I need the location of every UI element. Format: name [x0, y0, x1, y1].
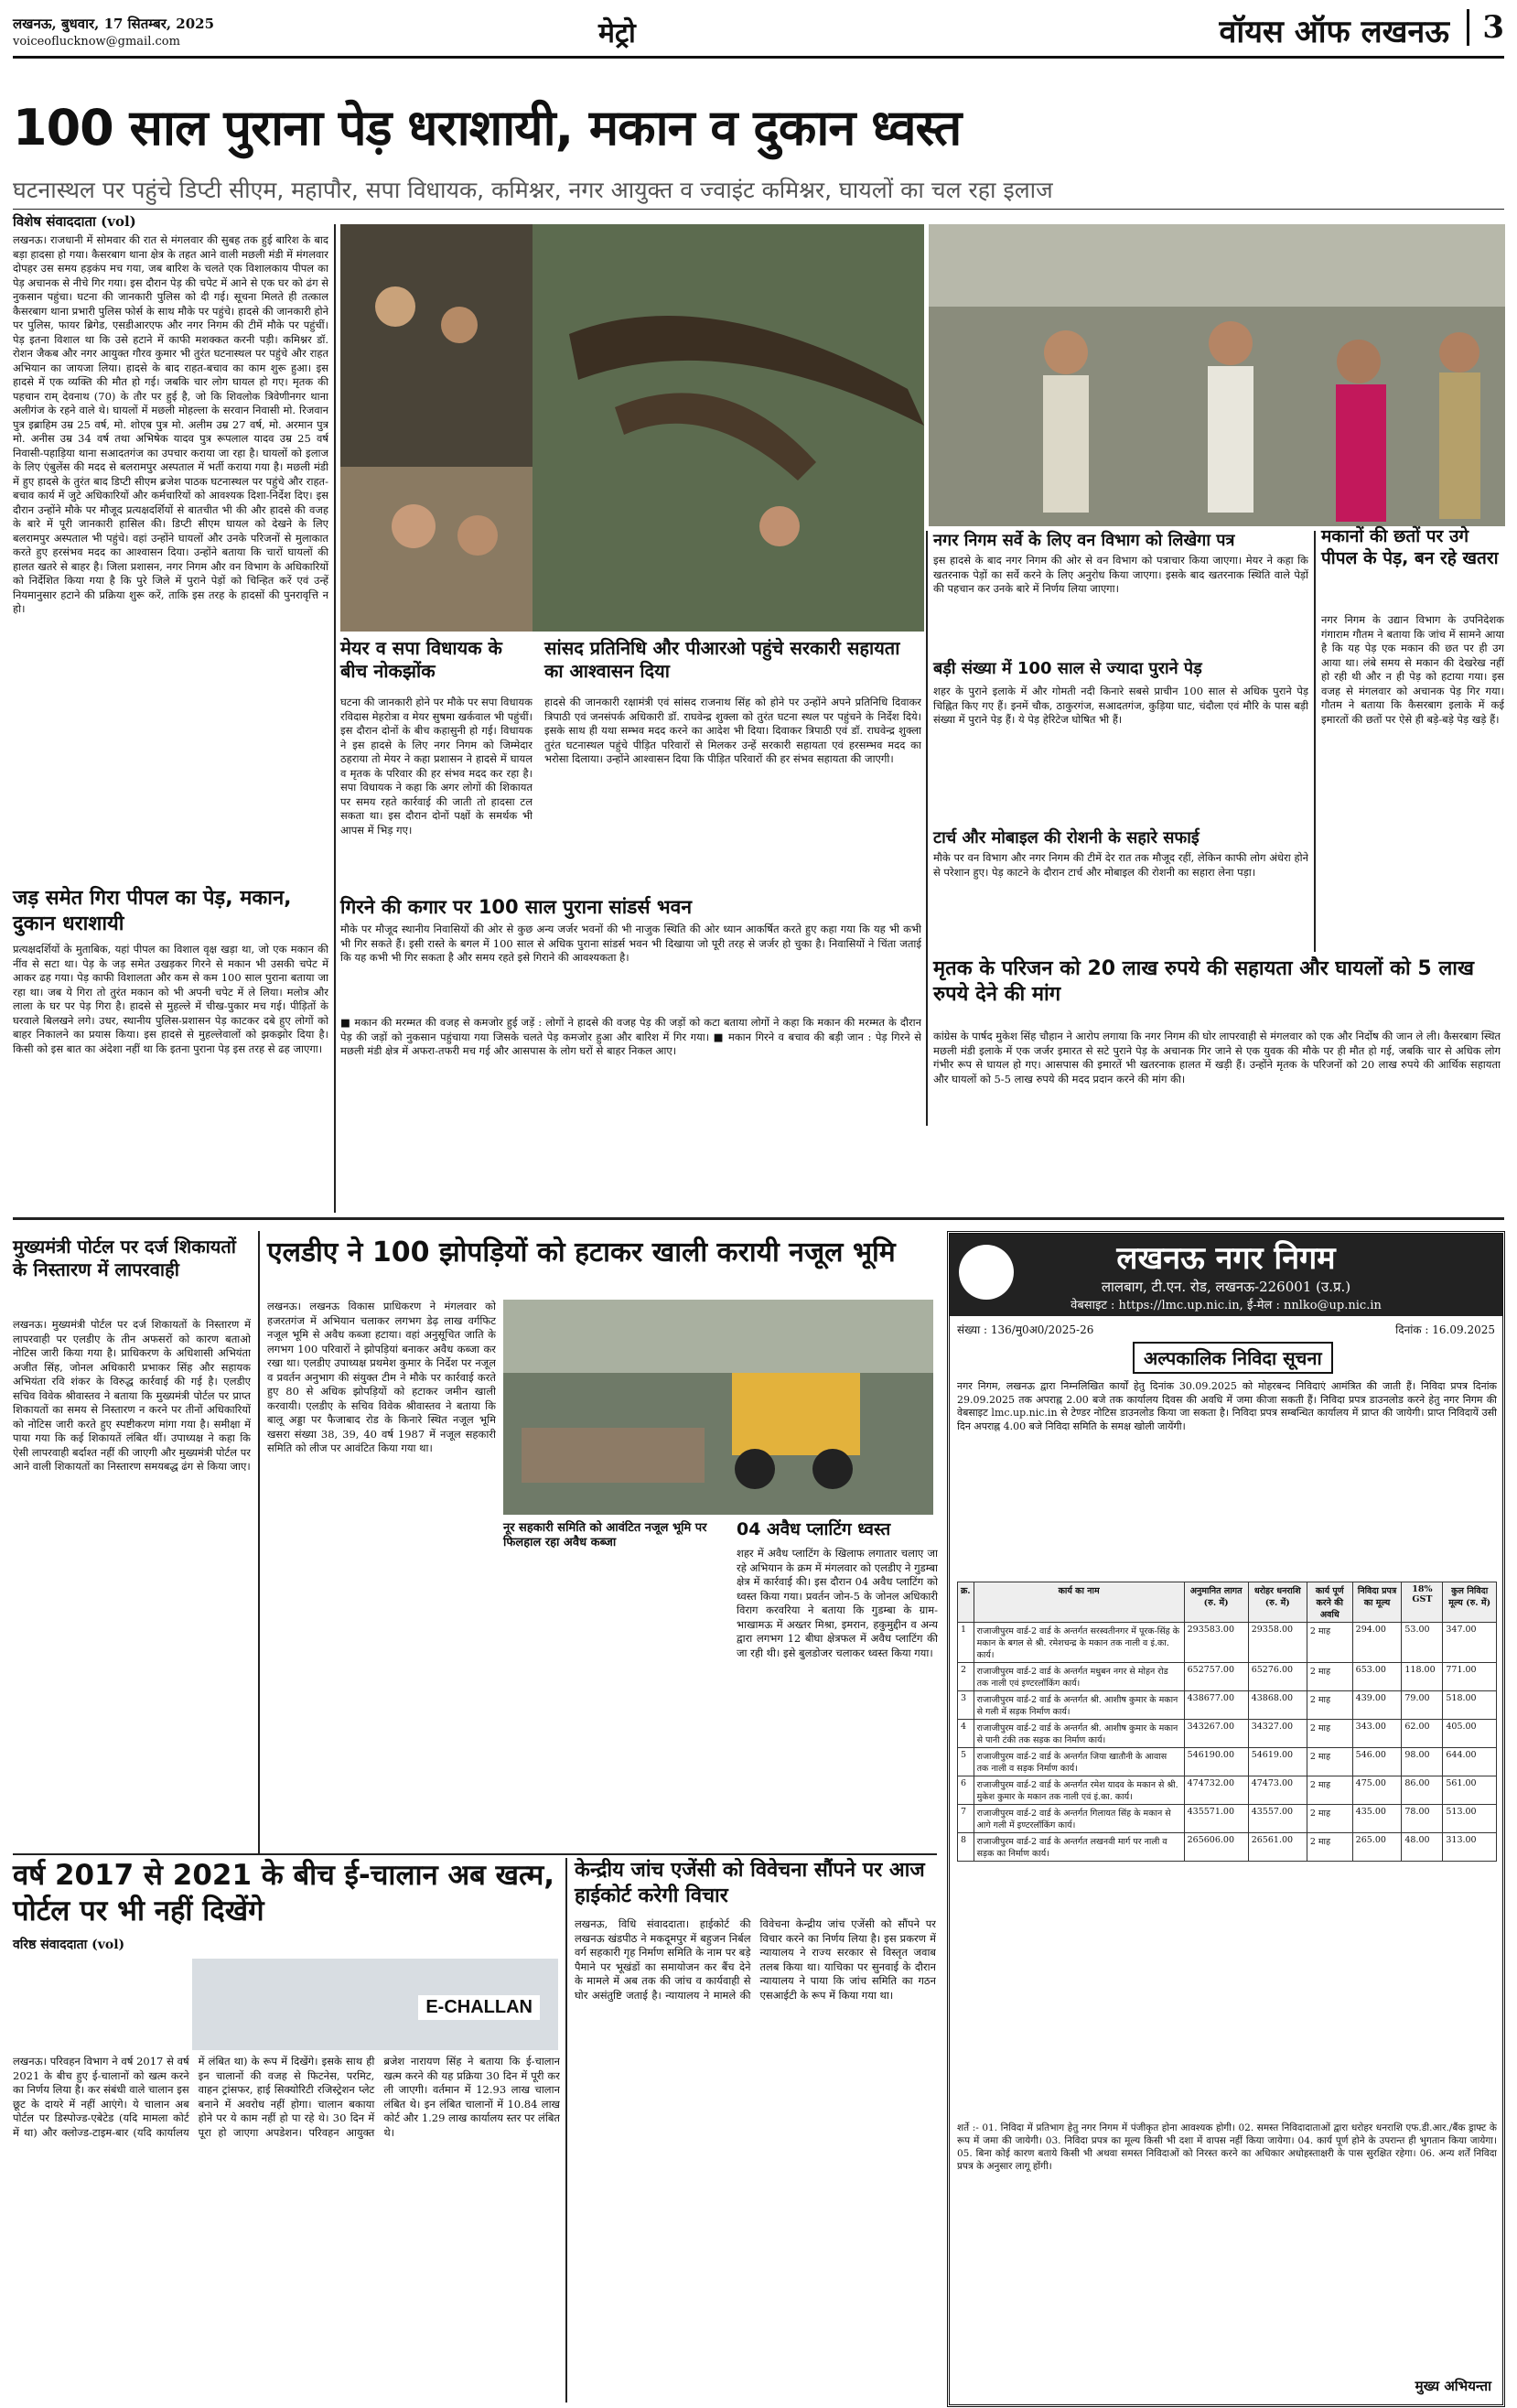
column-rule [1314, 531, 1316, 952]
table-cell: 54619.00 [1248, 1748, 1307, 1776]
tender-table-header [958, 1582, 1497, 1623]
table-cell: 2 [958, 1663, 974, 1691]
tender-col-header: धरोहर धनराशि (रु. में) [1248, 1582, 1307, 1623]
lead-body-2: प्रत्यक्षदर्शियों के मुताबिक, यहां पीपल का विशाल वृक्ष खड़ा था, जो एक मकान की नींव से सटा था। पेड़ के जड़ समेत उखड़कर गिरने से मकान भी उसकी चपेट में आकर ढह गया। पेड़ काफी विशालता और कम से कम 100 साल पुराना बताया जा रहा था। जब ये गिरा तो तुरंत मकान को भी अपनी चपेट में ले लिया। मलोत्र और लाला के घर पर पेड़ गिरा है। हादसे से मुहल्ले में चीख-पुकार मच गई। पीड़ितों के घरवाले बिलखने लगे। उधर, स्थानीय पुलिस-प्रशासन पेड़ काटकर दबे हुए लोगों को बाहर निकालने का प्रयास किया। इस हादसे से मुहल्लेवालों को झकझोर दिया है। किसी को इस बात का अंदेशा नहीं था कि इतना पुराना पेड़ इस तरह से ढह जाएगा। [13, 943, 328, 1055]
table-cell: 405.00 [1443, 1720, 1497, 1748]
table-cell: 518.00 [1443, 1691, 1497, 1720]
table-cell: राजाजीपुरम वार्ड-2 वार्ड के अन्तर्गत सरस्वतीनगर में पूरक-सिंह के मकान के बगल से श्री. रमेशचन्द्र के मकान तक नाली व इं.का. कार्य। [974, 1623, 1184, 1663]
lead-headline: 100 साल पुराना पेड़ धराशायी, मकान व दुकान ध्वस्त [13, 99, 962, 157]
roof-heading: मकानों की छतों पर उगे पीपल के पेड़, बन रहे खतरा [1321, 526, 1499, 568]
table-cell: राजाजीपुरम वार्ड-2 वार्ड के अन्तर्गत श्री. आशीष कुमार के मकान से गली में सड़क निर्माण कार्य। [974, 1691, 1184, 1720]
photo-scene [340, 224, 924, 632]
mp-heading: सांसद प्रतिनिधि और पीआरओ पहुंचे सरकारी सहायता का आश्वासन दिया [544, 637, 900, 682]
table-cell: राजाजीपुरम वार्ड-2 वार्ड के अन्तर्गत जिया खातौनी के आवास तक नाली व सड़क निर्माण कार्य। [974, 1748, 1184, 1776]
table-cell: 435571.00 [1184, 1805, 1248, 1833]
lda-caption: नूर सहकारी समिति को आवंटित नजूल भूमि पर फिलहाल रहा अवैध कब्जा [503, 1521, 707, 1550]
table-cell: राजाजीपुरम वार्ड-2 वार्ड के अन्तर्गत गिलायत सिंह के मकान से आगे गली में इण्टरलॉकिंग कार्य। [974, 1805, 1184, 1833]
byline: विशेष संवाददाता (vol) [13, 213, 136, 230]
table-cell: 2 माह [1307, 1776, 1352, 1805]
table-cell: 561.00 [1443, 1776, 1497, 1805]
column-rule [926, 531, 928, 1126]
lda-heading: एलडीए ने 100 झोपड़ियों को हटाकर खाली करायी नजूल भूमि [267, 1236, 896, 1269]
email: voiceoflucknow@gmail.com [13, 35, 180, 49]
echallan-body: लखनऊ। परिवहन विभाग ने वर्ष 2017 से वर्ष 2021 के बीच हुए ई-चालानों को खत्म करने का निर्णय लिया है। कर संबंधी वाले चालान इस छूट के दायरे में नहीं आएंगे। ये चालान अब पोर्टल पर डिस्पोज्ड-एबेटेड (यदि मामला कोर्ट में था) और क्लोज्ड-टाइम-बार (यदि कार्यालय में लंबित था) के रूप में दिखेंगे। इसके साथ ही इन चालानों की वजह से फिटनेस, परमिट, वाहन ट्रांसफर, हाई सिक्योरिटी रजिस्ट्रेशन प्लेट बनाने में अवरोध नहीं होगा। चालान बकाया होने पर ये काम नहीं हो पा रहे थे। 30 दिन में पूरा हो जाएगा अपडेशन। परिवहन आयुक्त ब्रजेश नारायण सिंह ने बताया कि ई-चालान खत्म करने की यह प्रक्रिया 30 दिन में पूरी कर ली जाएगी। वर्तमान में 12.93 लाख चालान लंबित थे। इन लंबित चालानों में 10.84 लाख कोर्ट और 1.29 लाख कार्यालय स्तर पर लंबित थे। [13, 2055, 560, 2139]
table-cell: 2 माह [1307, 1833, 1352, 1862]
table-cell: 65276.00 [1248, 1663, 1307, 1691]
tender-col-header: कार्य का नाम [974, 1582, 1184, 1623]
table-cell: 293583.00 [1184, 1623, 1248, 1663]
table-cell: 439.00 [1352, 1691, 1402, 1720]
table-cell: 343.00 [1352, 1720, 1402, 1748]
table-cell: 86.00 [1402, 1776, 1443, 1805]
collapse-body-2: ■ मकान की मरम्मत की वजह से कमजोर हुई जड़ें : लोगों ने हादसे की वजह पेड़ की जड़ों को कटा बताया लोगों ने कहा कि मकान की मरम्मत के दौरान पेड़ की जड़ों को नुकसान पहुंचाया गया जिसके चलते पेड़ कमजोर हुआ और बारिश में गिर गया। ■ मकान गिरने व बचाव की बड़ी जान : पेड़ गिरने से मछली मंडी क्षेत्र में अफरा-तफरी मच गई और आसपास के लोग घरों से बाहर निकल आए। [340, 1016, 921, 1057]
table-cell: 474732.00 [1184, 1776, 1248, 1805]
divider [13, 209, 1504, 210]
bulldozer-photo [503, 1300, 933, 1515]
table-cell: 98.00 [1402, 1748, 1443, 1776]
table-row [958, 1748, 1497, 1776]
section-label: मेट्रो [598, 17, 636, 49]
table-cell: राजाजीपुरम वार्ड-2 वार्ड के अन्तर्गत श्री. आशीष कुमार के मकान से पानी टंकी तक सड़क का निर्माण कार्य। [974, 1720, 1184, 1748]
photo-collage [340, 224, 924, 632]
tender-col-header: कुल निविदा मूल्य (रु. में) [1443, 1582, 1497, 1623]
mayor-body: घटना की जानकारी होने पर मौके पर सपा विधायक रविदास मेहरोत्रा व मेयर सुषमा खर्कवाल भी पहुंचीं। इस दौरान दोनों के बीच कहासुनी हो गई। विधायक ने इस हादसे के लिए नगर निगम को जिम्मेदार ठहराया तो मेयर ने कहा प्रशासन ने हादसे में घायल व मृतक के परिवार की हर संभव मदद कर रहा है। सपा विधायक ने कहा कि अगर लोगों की शिकायत पर समय रहते कार्रवाई की जाती तो हादसा टल सकता था। इस दौरान दोनों पक्षों के समर्थक भी आपस में भिड़ गए। [340, 696, 533, 837]
section-divider [13, 1217, 1504, 1220]
table-cell: 644.00 [1443, 1748, 1497, 1776]
tender-title: अल्पकालिक निविदा सूचना [1133, 1342, 1333, 1374]
forest-heading: नगर निगम सर्वे के लिए वन विभाग को लिखेगा पत्र [933, 531, 1235, 550]
table-cell: 653.00 [1352, 1663, 1402, 1691]
table-cell: 26561.00 [1248, 1833, 1307, 1862]
table-cell: 43557.00 [1248, 1805, 1307, 1833]
tender-table-body [958, 1623, 1497, 1862]
torch-heading: टार्च और मोबाइल की रोशनी के सहारे सफाई [933, 828, 1200, 848]
table-cell: 546.00 [1352, 1748, 1402, 1776]
photo-scene-2 [929, 224, 1505, 526]
table-cell: 546190.00 [1184, 1748, 1248, 1776]
table-cell: 652757.00 [1184, 1663, 1248, 1691]
emblem-icon [959, 1245, 1014, 1300]
table-cell: 78.00 [1402, 1805, 1443, 1833]
compensation-heading: मृतक के परिजन को 20 लाख रुपये की सहायता और घायलों को 5 लाख रुपये देने की मांग [933, 957, 1474, 1006]
table-cell: 29358.00 [1248, 1623, 1307, 1663]
table-row [958, 1720, 1497, 1748]
lead-subheading: जड़ समेत गिरा पीपल का पेड़, मकान, दुकान धराशायी [13, 887, 292, 935]
table-cell: 313.00 [1443, 1833, 1497, 1862]
table-cell: राजाजीपुरम वार्ड-2 वार्ड के अन्तर्गत रमेश यादव के मकान से श्री. मुकेश कुमार के मकान तक नाली एवं इं.का. कार्य। [974, 1776, 1184, 1805]
table-cell: 2 माह [1307, 1691, 1352, 1720]
newspaper-name: वॉयस ऑफ लखनऊ [1219, 14, 1449, 50]
issue-date: लखनऊ, बुधवार, 17 सितम्बर, 2025 [13, 16, 215, 32]
column-rule [258, 1231, 260, 1853]
table-cell: 435.00 [1352, 1805, 1402, 1833]
table-cell: 475.00 [1352, 1776, 1402, 1805]
table-cell: 265.00 [1352, 1833, 1402, 1862]
collapse-body: मौके पर मौजूद स्थानीय निवासियों की ओर से कुछ अन्य जर्जर भवनों की भी नाजुक स्थिति की ओर ध्यान आकर्षित करते हुए कहा गया कि यह भी कभी भी गिर सकते हैं। इसी रास्ते के बगल में 100 साल से अधिक पुराना सांडर्स भवन भी दिखाया जो पूरी तरह से जर्जर हो चुका है। निवासियों ने चिंता जताई कि यह कभी भी गिर सकता है और समय रहते इसे गिराने की आवश्यकता है। [340, 923, 921, 964]
table-cell: 8 [958, 1833, 974, 1862]
mp-body: हादसे की जानकारी रक्षामंत्री एवं सांसद राजनाथ सिंह को होने पर उन्होंने अपने प्रतिनिधि दिवाकर त्रिपाठी एवं जनसंपर्क अधिकारी डॉ. राघवेन्द्र शुक्ला को तुरंत घटना स्थल पर पहुंचने के निर्देश दिये। इसके साथ ही यथा सम्भव मदद करने का आदेश भी दिया। दिवाकर त्रिपाठी एवं डॉ. राघवेन्द्र शुक्ला तुरंत घटनास्थल पहुंचे पीड़ित परिवारों से मिलकर उन्हें सरकारी सहायता एवं हरसम्भव मदद का भरोसा दिलाया। उन्होंने आश्वासन दिया कि पीड़ित परिवारों की हर संभव सहायता की जाएगी। [544, 696, 921, 765]
table-cell: 1 [958, 1623, 974, 1663]
tender-org: लखनऊ नगर निगम [1116, 1240, 1336, 1277]
table-cell: 5 [958, 1748, 974, 1776]
tender-col-header: निविदा प्रपत्र का मूल्य [1352, 1582, 1402, 1623]
column-rule [565, 1858, 567, 2403]
table-cell: राजाजीपुरम वार्ड-2 वार्ड के अन्तर्गत मधुबन नगर से मोहन रोड तक नाली एवं इण्टरलॉकिंग कार्य। [974, 1663, 1184, 1691]
table-cell: 53.00 [1402, 1623, 1443, 1663]
lead-body: लखनऊ। राजधानी में सोमवार की रात से मंगलवार की सुबह तक हुई बारिश के बाद बड़ा हादसा हो गया। कैसरबाग थाना क्षेत्र के तहत आने वाली मछली मंडी में मंगलवार दोपहर उस समय हड़कंप मच गया, जब बारिश के चलते एक विशालकाय पीपल का पेड़ अचानक से नीचे गिर गया। इस दौरान पेड़ की चपेट में आने से एक घर को ढंग से नुकसान पहुंचा। घटना की जानकारी पुलिस को दी गई। सूचना मिलते ही तत्काल कैसरबाग थाना प्रभारी पुलिस फोर्स के साथ मौके पर पहुंचे। हादसे की जानकारी होने पर पुलिस, फायर ब्रिगेड, एसडीआरएफ और नगर निगम की टीमें मौके पर पहुंचीं। पेड़ इतना विशाल था कि उसे हटाने में काफी मशक्कत करनी पड़ी। कमिश्नर डॉ. रोशन जैकब और नगर आयुक्त गौरव कुमार भी तुरंत घटनास्थल पर पहुंचे और राहत अभियान का जायजा लिया। हादसे के बाद राहत-बचाव का काम शुरू हुआ। इस हादसे में एक व्यक्ति की मौत हो गई। जबकि चार लोग घायल हो गए। मृतक की पहचान राम् देवनाथ (70) के तौर पर हुई है, जो कि शिवलोक त्रिवेणीनगर थाना अलीगंज के रहने वाले थे। घायलों में मछली मोहल्ला के सरवान निवासी मो. रिजवान पुत्र इब्राहिम उम्र 25 वर्ष, मो. शोएब पुत्र मो. अलीम उम्र 27 वर्ष, मो. अरमान पुत्र मो. अनीस उम्र 34 वर्ष तथा अभिषेक यादव पुत्र रूपलाल यादव उम्र 25 वर्ष निवासी-पहाड़िया थाना सआदतगंज का उपचार कराया जा रहा है। घायलों को इलाज के लिए एंबुलेंस की मदद से बलरामपुर अस्पताल में भर्ती कराया गया है। मछली मंडी में हुए हादसे के तुरंत बाद डिप्टी सीएम ब्रजेश पाठक घटनास्थल पर पहुंचे और राहत-बचाव कार्य में जुटे अधिकारियों और कर्मचारियों को आवश्यक दिशा-निर्देश दिए। इस दौरान उन्होंने मौके पर मौजूद प्रत्यक्षदर्शियों से बातचीत भी की और हादसे की वजह के बारे में पूरी जानकारी हासिल की। डिप्टी सीएम घायल को देखने के लिए बलरामपुर अस्पताल भी पहुंचे। वहां उन्होंने घायलों और उनके परिजनों से मुलाकात करते हुए हरसंभव मदद का आश्वासन दिया। उन्होंने बताया कि चारों घायलों की हालत खतरे से बाहर है। जिला प्रशासन, नगर निगम और वन विभाग के अधिकारियों को निर्देशित किया गया है कि पुरे जिले में पुराने पेड़ों को चिन्हित करें एवं उन्हें नियमानुसार हटाने की प्रक्रिया शुरू करें, ताकि इस तरह के हादसों की पुनरावृत्ति न हो। [13, 233, 328, 615]
torch-body: मौके पर वन विभाग और नगर निगम की टीमें देर रात तक मौजूद रहीं, लेकिन काफी लोग अंधेरा होने से परेशान हुए। पेड़ काटने के दौरान टार्च और मोबाइल की रोशनी का सहारा लेना पड़ा। [933, 851, 1308, 879]
table-cell: 4 [958, 1720, 974, 1748]
tender-intro: नगर निगम, लखनऊ द्वारा निम्नलिखित कार्यों हेतु दिनांक 30.09.2025 को मोहरबन्द निविदाएं आमंत्रित की जाती हैं। निविदा प्रपत्र दिनांक 29.09.2025 तक अपराह्न 2.00 बजे तक कार्यालय दिवस की अवधि में जमा कीजा सकती हैं। निविदा प्रपत्र डाउनलोड करने हेतु नगर निगम की वेबसाइट lmc.up.nic.in से टेण्डर नोटिस डाउनलोड किया जा सकता है। निविदा प्रपत्र सम्बन्धित कार्यालय में प्राप्त की जायेगी। प्राप्त निविदायें उसी दिन अपराह्न 4.00 बजे निविदा समिति के समक्ष खोली जायेंगी। [957, 1380, 1497, 1432]
lda-body: लखनऊ। लखनऊ विकास प्राधिकरण ने मंगलवार को हजरतगंज में अभियान चलाकर लगभग डेढ़ लाख वर्गफिट नजूल भूमि से अवैध कब्जा हटाया। वहां अनुसूचित जाति के लगभग 100 परिवारों ने झोपड़ियां बनाकर अवैध कब्जा कर रखा था। एलडीए उपाध्यक्ष प्रथमेश कुमार के निर्देश पर नजूल व प्रवर्तन अनुभाग की संयुक्त टीम ने मौके पर कार्रवाई करते हुए 80 से अधिक झोपड़ियों को हटाकर जमीन खाली करवायी। एलडीए के सचिव विवेक श्रीवास्तव ने बताया कि बालू अड्डा पर फैजाबाद रोड के किनारे स्थित नजूल भूमि खसरा संख्या 38, 39, 40 वर्ष 1987 में नजूल सहकारी समिति को लीज पर आवंटित किया गया था। [267, 1300, 496, 1454]
table-cell: 2 माह [1307, 1623, 1352, 1663]
table-cell: 62.00 [1402, 1720, 1443, 1748]
table-cell: 34327.00 [1248, 1720, 1307, 1748]
table-row [958, 1691, 1497, 1720]
plotting-body: शहर में अवैध प्लाटिंग के खिलाफ लगातार चलाए जा रहे अभियान के क्रम में मंगलवार को एलडीए ने गुडम्बा क्षेत्र में कार्रवाई की। इस दौरान 04 अवैध प्लाटिंग को ध्वस्त किया गया। प्रवर्तन जोन-5 के जोनल अधिकारी विराग करवरिया ने बताया कि गुडम्बा के ग्राम-भाखामऊ में अख्तर मिश्रा, इमरान, हकुमुद्दीन व अन्य द्वारा लगभग 12 बीघा क्षेत्रफल में अवैध प्लाटिंग की जा रही थी। इसे बुलडोजर चलाकर ध्वस्त किया गया। [737, 1547, 938, 1659]
tender-date: दिनांक : 16.09.2025 [1395, 1323, 1495, 1336]
table-cell: 265606.00 [1184, 1833, 1248, 1862]
tender-ref: संख्या : 136/मु0अ0/2025-26 [957, 1323, 1094, 1336]
table-cell: 2 माह [1307, 1720, 1352, 1748]
table-row [958, 1663, 1497, 1691]
tender-notice [947, 1231, 1505, 2407]
table-cell: 343267.00 [1184, 1720, 1248, 1748]
tender-table [957, 1582, 1497, 1862]
table-row [958, 1805, 1497, 1833]
table-row [958, 1833, 1497, 1862]
cm-portal-heading: मुख्यमंत्री पोर्टल पर दर्ज शिकायतों के निस्तारण में लापरवाही [13, 1236, 236, 1280]
table-cell: 43868.00 [1248, 1691, 1307, 1720]
collapse-heading: गिरने की कगार पर 100 साल पुराना सांडर्स भवन [340, 896, 692, 918]
masthead-bar [13, 9, 1504, 59]
table-cell: 294.00 [1352, 1623, 1402, 1663]
tender-col-header: कार्य पूर्ण करने की अवधि [1307, 1582, 1352, 1623]
tender-terms: शर्ते :- 01. निविदा में प्रतिभाग हेतु नगर निगम में पंजीकृत होना आवश्यक होगी। 02. समस्त निविदादाताओं द्वारा धरोहर धनराशि एफ.डी.आर./बैंक ड्राफ्ट के रूप में जमा की जायेगी। 03. निविदा प्रपत्र का मूल्य किसी भी दशा में वापस नहीं किया जायेगा। 04. कार्य पूर्ण होने के उपरान्त ही भुगतान किया जायेगा। 05. बिना कोई कारण बताये किसी भी अथवा समस्त निविदाओं को निरस्त करने का अधिकार अधोहस्ताक्षरी के पास सुरक्षित रहेगा। 06. अन्य शर्तें निविदा प्रपत्र के अनुसार लागू होंगी। [957, 2122, 1497, 2172]
tender-header [950, 1234, 1502, 1316]
photo-officials [929, 224, 1505, 526]
table-cell: 47473.00 [1248, 1776, 1307, 1805]
cbi-body: लखनऊ, विधि संवाददाता। हाईकोर्ट की लखनऊ खंडपीठ ने मकदूमपुर में बहुजन निर्बल वर्ग सहकारी गृह निर्माण समिति के नाम पर बड़े पैमाने पर भूखंडों का समायोजन कर बैंच देने के मामले में अब तक की जांच व कार्यवाही से घोर असंतुष्टि जताई है। न्यायालय ने मामले की विवेचना केन्द्रीय जांच एजेंसी को सौंपने पर विचार करने का निर्णय लिया है। इस प्रकरण में न्यायालय ने राज्य सरकार से विस्तृत जवाब तलब किया था। याचिका पर सुनवाई के दौरान न्यायालय ने पाया कि जांच समिति का गठन एसआईटी के रूप में किया गया था। [575, 1917, 936, 2002]
cbi-heading: केन्द्रीय जांच एजेंसी को विवेचना सौंपने पर आज हाईकोर्ट करेगी विचार [575, 1859, 925, 1907]
table-cell: 79.00 [1402, 1691, 1443, 1720]
tender-web: वेबसाइट : https://lmc.up.nic.in, ई-मेल : nnlko@up.nic.in [1071, 1299, 1382, 1312]
column-rule [334, 224, 336, 1213]
tender-addr: लालबाग, टी.एन. रोड, लखनऊ-226001 (उ.प्र.) [1101, 1279, 1351, 1295]
table-cell: राजाजीपुरम वार्ड-2 वार्ड के अन्तर्गत लखनवी मार्ग पर नाली व सड़क का निर्माण कार्य। [974, 1833, 1184, 1862]
cm-portal-body: लखनऊ। मुख्यमंत्री पोर्टल पर दर्ज शिकायतों के निस्तारण में लापरवाही पर एलडीए के तीन अफसरों को कारण बताओ नोटिस जारी किया गया है। प्राधिकरण के अधिशासी अभियंता अजीत सिंह, जोनल अधिकारी प्रभाकर सिंह और सहायक अभियंता रवि शंकर के विरुद्ध कार्रवाई की गई है। एलडीए सचिव विवेक श्रीवास्तव ने बताया कि मुख्यमंत्री पोर्टल पर प्राप्त शिकायतों का समय से निस्तारण न करने पर तीनों अधिकारियों को नोटिस जारी करते हुए स्पष्टीकरण मांगा गया है। समीक्षा में पाया गया कि कई शिकायतें लंबित थीं। उपाध्यक्ष ने कहा कि ऐसी लापरवाही बर्दाश्त नहीं की जाएगी और मुख्यमंत्री पोर्टल पर आने वाली शिकायतों का निस्तारण समयबद्ध ढंग से किया जाए। [13, 1318, 251, 1473]
page-number: 3 [1467, 9, 1504, 46]
tender-col-header: 18% GST [1402, 1582, 1443, 1623]
table-cell: 2 माह [1307, 1805, 1352, 1833]
tender-col-header: अनुमानित लागत (रु. में) [1184, 1582, 1248, 1623]
plotting-heading: 04 अवैध प्लाटिंग ध्वस्त [737, 1519, 891, 1539]
table-cell: 2 माह [1307, 1663, 1352, 1691]
tender-table-wrap [957, 1582, 1497, 1862]
divider [13, 1853, 937, 1855]
mayor-heading: मेयर व सपा विधायक के बीच नोकझोंक [340, 637, 502, 682]
table-cell: 48.00 [1402, 1833, 1443, 1862]
table-cell: 347.00 [1443, 1623, 1497, 1663]
compensation-body: कांग्रेस के पार्षद मुकेश सिंह चौहान ने आरोप लगाया कि नगर निगम की घोर लापरवाही से मंगलवार को एक और निर्दोष की जान ले ली। कैसरबाग स्थित मछली मंडी इलाके में एक जर्जर इमारत से सटे पुराने पेड़ के अचानक गिर जाने से एक युवक की मौके पर ही मौत हो गई, जबकि चार से अधिक लोग गंभीर रूप से घायल हो गए। आसपास की इमारतें भी खतरनाक हालत में खड़ी हैं। उन्होंने मृतक के परिजनों को 20 लाख रुपये की आर्थिक सहायता और घायलों को 5-5 लाख रुपये की मदद प्रदान करने की मांग की। [933, 1030, 1501, 1085]
forest-body: इस हादसे के बाद नगर निगम की ओर से वन विभाग को पत्राचार किया जाएगा। मेयर ने कहा कि खतरनाक पेड़ों का सर्वे करने के लिए अनुरोध किया जाएगा। इसके बाद खतरनाक स्थिति वाले पेड़ों की पहचान कर उनके बारे में निर्णय लिया जाएगा। [933, 554, 1308, 595]
tender-sign: मुख्य अभियन्ता [1415, 2378, 1491, 2394]
old-trees-body: शहर के पुराने इलाके में और गोमती नदी किनारे सबसे प्राचीन 100 साल से अधिक पुराने पेड़ चिह्नित किए गए हैं। इनमें चौक, ठाकुरगंज, सआदतगंज, कुड़िया घाट, चंदौला एवं मौरि के पास बड़ी संख्या में पुराने पेड़ हैं। ये पेड़ हेरिटेज घोषित भी हैं। [933, 685, 1308, 726]
echallan-label: E-CHALLAN [418, 1995, 540, 2020]
table-cell: 7 [958, 1805, 974, 1833]
photo-scene-3 [503, 1300, 933, 1515]
lead-subhead: घटनास्थल पर पहुंचे डिप्टी सीएम, महापौर, सपा विधायक, कमिश्नर, नगर आयुक्त व ज्वाइंट कमिश्नर, घायलों का चल रहा इलाज [13, 177, 1053, 203]
roof-body: नगर निगम के उद्यान विभाग के उपनिदेशक गंगाराम गौतम ने बताया कि जांच में सामने आया है कि यह पेड़ एक मकान की छत पर ही उग आया था। लंबे समय से मकान की देखरेख नहीं हो रही थी और न ही पेड़ को हटाया गया। इस वजह से मंगलवार को अचानक पेड़ गिर गया। गौतम ने बताया कि कैसरबाग इलाके में कई इमारतों की छतों पर ऐसे ही बड़े-बड़े पेड़ खड़े हैं। [1321, 613, 1504, 726]
table-cell: 771.00 [1443, 1663, 1497, 1691]
table-cell: 2 माह [1307, 1748, 1352, 1776]
table-row [958, 1776, 1497, 1805]
echallan-heading: वर्ष 2017 से 2021 के बीच ई-चालान अब खत्म, पोर्टल पर भी नहीं दिखेंगे [13, 1859, 555, 1927]
old-trees-heading: बड़ी संख्या में 100 साल से ज्यादा पुराने पेड़ [933, 659, 1202, 678]
table-cell: 513.00 [1443, 1805, 1497, 1833]
table-cell: 6 [958, 1776, 974, 1805]
tender-col-header: क्र. [958, 1582, 974, 1623]
table-cell: 118.00 [1402, 1663, 1443, 1691]
echallan-photo [192, 1959, 558, 2050]
echallan-byline: वरिष्ठ संवाददाता (vol) [13, 1938, 125, 1952]
table-cell: 3 [958, 1691, 974, 1720]
table-row [958, 1623, 1497, 1663]
table-cell: 438677.00 [1184, 1691, 1248, 1720]
